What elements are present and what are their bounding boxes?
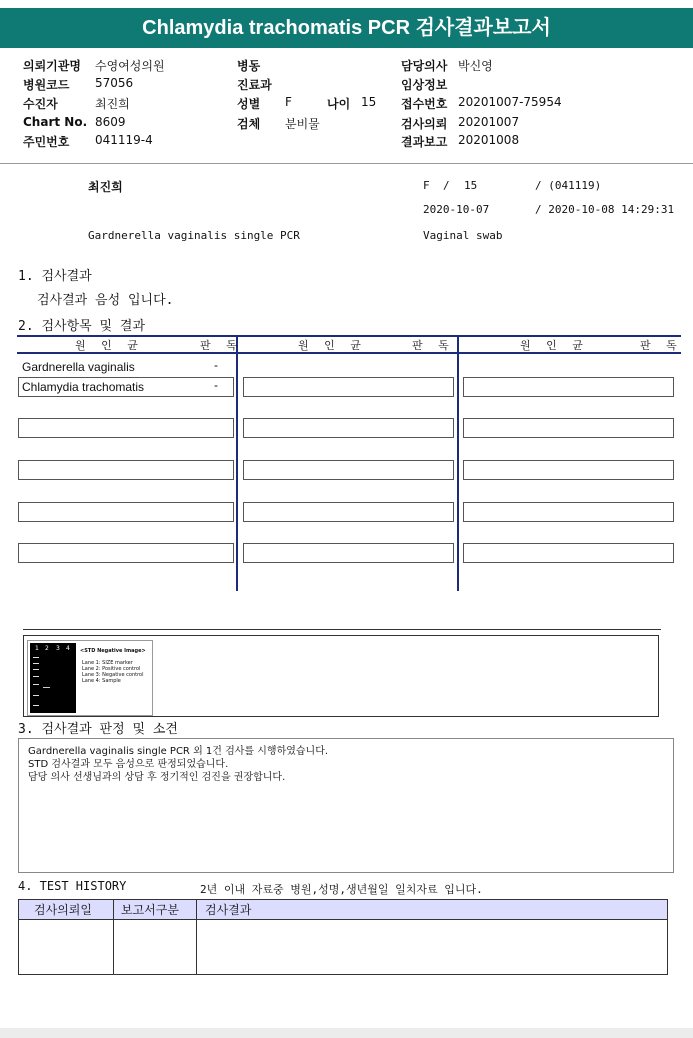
gel-photo xyxy=(30,643,76,713)
header-divider xyxy=(0,163,693,164)
summary-test-name: Gardnerella vaginalis single PCR xyxy=(88,229,300,242)
col2-result-header: 판 독 xyxy=(412,339,455,352)
result-row-2-value: - xyxy=(214,378,218,392)
result-cell xyxy=(243,418,454,438)
lane-label: 4 xyxy=(66,645,70,652)
section1-title: 1. 검사결과 xyxy=(18,269,92,284)
result-row-1-value: - xyxy=(214,358,218,372)
patient-label: 수진자 xyxy=(23,97,58,111)
summary-specimen: Vaginal swab xyxy=(423,229,503,242)
gel-legend-item: Lane 3: Negative control xyxy=(82,672,144,678)
result-cell xyxy=(463,377,674,397)
clinical-label: 임상정보 xyxy=(401,78,448,92)
age-label: 나이 xyxy=(327,97,351,111)
marker-band xyxy=(33,676,39,677)
section3-title: 3. 검사결과 판정 및 소견 xyxy=(18,722,178,737)
column-divider-1 xyxy=(236,335,238,591)
summary-separator: / xyxy=(443,179,450,192)
marker-band xyxy=(33,657,39,658)
history-col-request-date: 검사의뢰일 xyxy=(34,903,92,917)
age-value: 15 xyxy=(361,95,377,109)
history-col-report-type: 보고서구분 xyxy=(121,903,179,917)
result-cell xyxy=(243,502,454,522)
history-table xyxy=(18,899,668,975)
column-divider-2 xyxy=(457,335,459,591)
doctor-label: 담당의사 xyxy=(401,59,448,73)
findings-line: Gardnerella vaginalis single PCR 외 1건 검사를 시행하였습니다. xyxy=(28,746,329,757)
result-row-1-name: Gardnerella vaginalis xyxy=(22,360,135,374)
summary-name: 최진희 xyxy=(88,180,123,194)
result-cell xyxy=(243,460,454,480)
hospital-code-label: 병원코드 xyxy=(23,78,70,92)
request-label: 검사의뢰 xyxy=(401,117,448,131)
doctor-value: 박신영 xyxy=(458,59,493,73)
marker-band xyxy=(33,663,39,664)
marker-band xyxy=(33,684,39,685)
col3-pathogen-header: 원 인 균 xyxy=(520,339,589,352)
gel-legend-item: Lane 4: Sample xyxy=(82,678,121,684)
col1-result-header: 판 독 xyxy=(200,339,243,352)
result-cell xyxy=(463,418,674,438)
resident-no-label: 주민번호 xyxy=(23,135,70,149)
marker-band xyxy=(33,705,39,706)
lane-label: 3 xyxy=(56,645,60,652)
hospital-code-value: 57056 xyxy=(95,76,134,90)
report-title: Chlamydia trachomatis PCR 검사결과보고서 xyxy=(0,8,693,48)
section1-result-text: 검사결과 음성 입니다. xyxy=(37,293,174,308)
chart-no-label: Chart No. xyxy=(23,115,88,129)
history-col-result: 검사결과 xyxy=(205,903,252,917)
col3-result-header: 판 독 xyxy=(640,339,683,352)
result-cell xyxy=(18,502,234,522)
section2-title: 2. 검사항목 및 결과 xyxy=(18,319,146,334)
history-note: 2년 이내 자료중 병원,성명,생년월일 일치자료 입니다. xyxy=(200,883,483,896)
gel-top-rule xyxy=(23,629,661,630)
gel-legend-item: Lane 1: SIZE marker xyxy=(82,660,133,666)
specimen-value: 분비물 xyxy=(285,117,320,131)
summary-sex: F xyxy=(423,179,430,192)
specimen-label: 검체 xyxy=(237,117,261,131)
summary-request-date: 2020-10-07 xyxy=(423,203,490,216)
report-value: 20201008 xyxy=(458,133,520,147)
history-col-divider xyxy=(196,900,197,974)
gel-legend-item: Lane 2: Positive control xyxy=(82,666,141,672)
chart-no-value: 8609 xyxy=(95,115,126,129)
resident-no-value: 041119-4 xyxy=(95,133,153,147)
marker-band xyxy=(33,669,39,670)
gel-legend-title: <STD Negative Image> xyxy=(80,648,146,654)
page-footer-band xyxy=(0,1028,693,1038)
institution-label: 의뢰기관명 xyxy=(23,59,81,73)
result-cell xyxy=(463,543,674,563)
result-cell xyxy=(463,502,674,522)
result-cell xyxy=(18,460,234,480)
findings-line: 담당 의사 선생님과의 상담 후 정기적인 검진을 권장합니다. xyxy=(28,772,286,783)
findings-line: STD 검사결과 모두 음성으로 판정되었습니다. xyxy=(28,759,229,770)
summary-report-datetime: / 2020-10-08 14:29:31 xyxy=(535,203,675,216)
history-header-row xyxy=(19,900,667,920)
ward-label: 병동 xyxy=(237,59,261,73)
result-row-2-name: Chlamydia trachomatis xyxy=(22,380,145,394)
result-cell xyxy=(463,460,674,480)
gel-image-panel xyxy=(27,640,153,716)
request-value: 20201007 xyxy=(458,115,520,129)
result-cell xyxy=(243,543,454,563)
col1-pathogen-header: 원 인 균 xyxy=(75,339,144,352)
result-cell xyxy=(18,418,234,438)
result-cell xyxy=(18,543,234,563)
lane-label: 2 xyxy=(45,645,49,652)
result-cell xyxy=(243,377,454,397)
institution-value: 수영여성의원 xyxy=(95,59,165,73)
positive-band xyxy=(43,687,50,688)
report-label: 결과보고 xyxy=(401,135,448,149)
receipt-label: 접수번호 xyxy=(401,97,448,111)
col2-pathogen-header: 원 인 균 xyxy=(298,339,367,352)
sex-label: 성별 xyxy=(237,97,261,111)
dept-label: 진료과 xyxy=(237,78,272,92)
marker-band xyxy=(33,695,39,696)
sex-value: F xyxy=(285,95,292,109)
summary-birth: / (041119) xyxy=(535,179,602,192)
receipt-value: 20201007-75954 xyxy=(458,95,562,109)
section4-title: 4. TEST HISTORY xyxy=(18,879,127,893)
history-col-divider xyxy=(113,900,114,974)
lane-label: 1 xyxy=(35,645,39,652)
patient-value: 최진희 xyxy=(95,97,130,111)
summary-age: 15 xyxy=(464,179,478,192)
